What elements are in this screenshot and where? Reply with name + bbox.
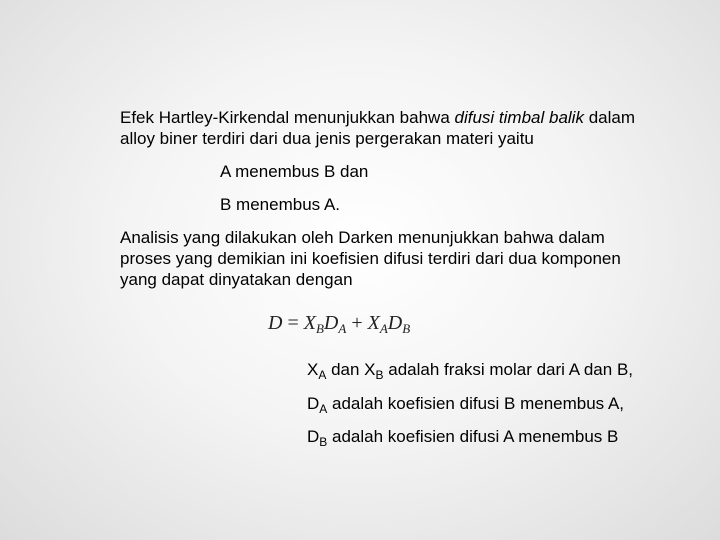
def-mid: dan X xyxy=(326,360,376,379)
def-symbol: D xyxy=(307,394,320,413)
definition-xa-xb xyxy=(307,359,633,386)
eq-x: X xyxy=(303,312,316,334)
item-a-menembus-b: A menembus B dan xyxy=(220,162,369,181)
eq-x: X xyxy=(367,312,380,334)
darken-line-3: yang dapat dinyatakan dengan xyxy=(120,270,353,289)
definition-db xyxy=(307,426,618,453)
darken-line-2: proses yang demikian ini koefisien difusi terdiri dari dua komponen xyxy=(120,249,621,268)
darken-equation xyxy=(268,312,410,337)
eq-sub: A xyxy=(379,321,388,336)
darken-paragraph xyxy=(120,227,621,290)
intro-line-2: alloy biner terdiri dari dua jenis pergerakan materi yaitu xyxy=(120,129,534,148)
def-symbol: X xyxy=(307,360,319,379)
darken-line-1: Analisis yang dilakukan oleh Darken menunjukkan bahwa dalam xyxy=(120,228,605,247)
def-subscript: B xyxy=(319,435,328,449)
def-text: adalah koefisien difusi A menembus B xyxy=(327,427,619,446)
eq-d: D xyxy=(387,312,403,334)
intro-paragraph xyxy=(120,107,635,149)
intro-line-1 xyxy=(120,107,635,128)
eq-plus: + xyxy=(351,312,363,334)
def-subscript: B xyxy=(375,368,384,382)
def-text: adalah koefisien difusi B menembus A, xyxy=(327,394,625,413)
item-b-menembus-a: B menembus A. xyxy=(220,195,341,214)
eq-sub: A xyxy=(338,321,347,336)
intro-text-1: Efek Hartley-Kirkendal menunjukkan bahwa xyxy=(120,108,455,127)
eq-d: D xyxy=(323,312,339,334)
eq-equals: = xyxy=(287,312,299,334)
eq-sub: B xyxy=(402,321,411,336)
def-subscript: A xyxy=(318,368,327,382)
eq-sub: B xyxy=(315,321,324,336)
intro-text-2: dalam xyxy=(583,108,635,127)
intro-emphasis: difusi timbal balik xyxy=(454,108,584,127)
def-subscript: A xyxy=(319,402,328,416)
definition-da xyxy=(307,393,624,420)
def-symbol: D xyxy=(307,427,320,446)
def-text: adalah fraksi molar dari A dan B, xyxy=(383,360,634,379)
eq-lhs: D xyxy=(268,312,283,334)
